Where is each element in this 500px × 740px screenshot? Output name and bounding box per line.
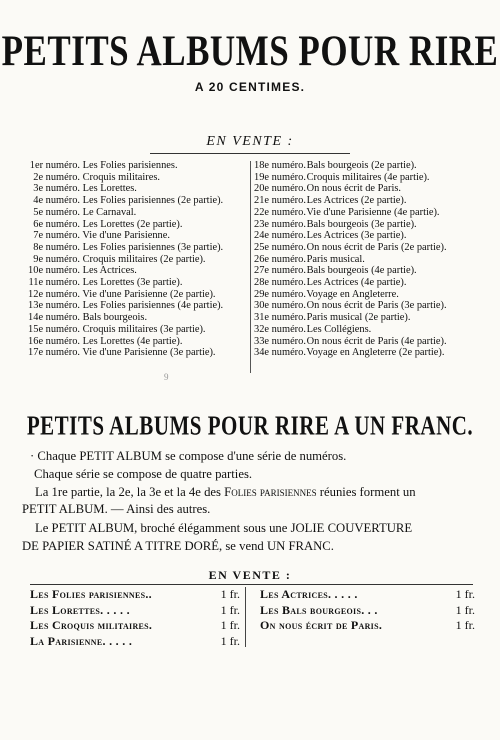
paragraph-price: Le PETIT ALBUM, broché élégamment sous une JOLIE COUVERTURE bbox=[35, 521, 413, 535]
list-item bbox=[22, 312, 250, 324]
list-item bbox=[254, 347, 484, 359]
issue-number: 9e numéro. bbox=[33, 253, 80, 265]
list-item bbox=[254, 183, 484, 195]
price-row bbox=[30, 587, 240, 603]
heading-rule bbox=[150, 153, 350, 154]
issue-number: 1er numéro. bbox=[29, 160, 80, 171]
album-title: La Parisienne. . . . . bbox=[30, 633, 133, 648]
issue-number: 5e numéro. bbox=[33, 206, 80, 218]
issue-number: 31e numéro. bbox=[254, 312, 306, 324]
list-item bbox=[254, 242, 484, 254]
issue-title: Bals bourgeois (3e partie). bbox=[306, 218, 417, 230]
issue-title: Paris musical. bbox=[306, 253, 365, 265]
issue-title: Voyage en Angleterre. bbox=[306, 288, 399, 300]
issue-number: 20e numéro. bbox=[254, 183, 306, 195]
issue-number: 22e numéro. bbox=[254, 206, 306, 218]
issue-number: 30e numéro. bbox=[254, 300, 306, 312]
issue-title: Les Folies parisiennes (3e partie). bbox=[82, 241, 224, 253]
issue-number: 24e numéro. bbox=[254, 230, 306, 242]
list-item bbox=[22, 324, 250, 336]
issue-number: 6e numéro. bbox=[33, 218, 80, 230]
album-price: 1 fr. bbox=[220, 633, 240, 648]
issue-number: 12e numéro. bbox=[28, 288, 80, 300]
issue-number: 8e numéro. bbox=[33, 241, 80, 253]
list-item bbox=[22, 300, 250, 312]
issue-title: Vie d'une Parisienne (2e partie). bbox=[82, 288, 216, 300]
list-item bbox=[254, 300, 484, 312]
list-item bbox=[22, 242, 250, 254]
issue-title: Vie d'une Parisienne (4e partie). bbox=[306, 206, 440, 218]
issue-title: Les Actrices (2e partie). bbox=[306, 195, 407, 207]
issue-title: Les Collégiens. bbox=[306, 323, 372, 335]
issue-title: Bals bourgeois (4e partie). bbox=[306, 265, 417, 277]
paragraph-parts: Chaque série se compose de quatre parties. bbox=[34, 467, 253, 481]
issue-number: 32e numéro. bbox=[254, 323, 306, 335]
issue-title: Les Lorettes. bbox=[82, 183, 137, 195]
numbers-list-left bbox=[22, 160, 250, 359]
price-table-right bbox=[260, 587, 475, 634]
list-item bbox=[22, 183, 250, 195]
list-item bbox=[254, 207, 484, 219]
issue-number: 14e numéro. bbox=[28, 312, 80, 324]
issue-title: Les Lorettes (2e partie). bbox=[82, 218, 183, 230]
album-title: Les Lorettes. . . . . bbox=[30, 602, 130, 617]
numbers-list-right bbox=[254, 160, 484, 359]
price-row bbox=[260, 603, 475, 619]
issue-title: Les Actrices (4e partie). bbox=[306, 277, 407, 289]
issue-title: Croquis militaires. bbox=[82, 171, 160, 183]
issue-number: 11e numéro. bbox=[28, 277, 80, 289]
stray-mark: 9 bbox=[164, 372, 169, 382]
list-item bbox=[254, 195, 484, 207]
album-price: 1 fr. bbox=[220, 587, 240, 601]
en-vente-heading: EN VENTE : bbox=[206, 134, 294, 149]
issue-number: 15e numéro. bbox=[28, 323, 80, 335]
list-item bbox=[22, 160, 250, 172]
list-item bbox=[22, 230, 250, 242]
price-row bbox=[30, 634, 240, 650]
list-item bbox=[254, 277, 484, 289]
album-price: 1 fr. bbox=[455, 618, 475, 632]
franc-section-title: PETITS ALBUMS POUR RIRE A UN FRANC. bbox=[26, 410, 474, 442]
folies-small-caps: Folies parisiennes bbox=[224, 485, 317, 499]
issue-title: Croquis militaires (2e partie). bbox=[82, 253, 206, 265]
list-item bbox=[22, 289, 250, 301]
list-item bbox=[254, 219, 484, 231]
price-table-left bbox=[30, 587, 240, 649]
album-title: On nous écrit de Paris. bbox=[260, 618, 383, 632]
issue-number: 13e numéro. bbox=[28, 300, 80, 312]
en-vente-heading-2: EN VENTE : bbox=[208, 568, 292, 582]
issue-number: 21e numéro. bbox=[254, 195, 306, 207]
issue-title: Croquis militaires (4e partie). bbox=[306, 171, 430, 183]
list-item bbox=[22, 207, 250, 219]
page-title: PETITS ALBUMS POUR RIRE bbox=[1, 26, 499, 75]
list-item bbox=[254, 265, 484, 277]
issue-number: 17e numéro. bbox=[28, 347, 80, 359]
issue-title: Les Folies parisiennes. bbox=[82, 160, 178, 171]
issue-title: Paris musical (2e partie). bbox=[306, 312, 411, 324]
price-row bbox=[30, 603, 240, 619]
list-item bbox=[254, 312, 484, 324]
issue-title: Vie d'une Parisienne (3e partie). bbox=[82, 347, 216, 359]
issue-number: 10e numéro. bbox=[28, 265, 80, 277]
album-title: Les Folies parisiennes.. bbox=[30, 587, 152, 601]
list-item bbox=[254, 160, 484, 172]
issue-number: 18e numéro. bbox=[254, 160, 306, 171]
list-item bbox=[254, 336, 484, 348]
issue-title: Les Lorettes (3e partie). bbox=[82, 277, 183, 289]
album-title: Les Croquis militaires. bbox=[30, 618, 153, 632]
issue-number: 3e numéro. bbox=[33, 183, 80, 195]
paragraph-forming bbox=[35, 485, 416, 500]
list-item bbox=[22, 277, 250, 289]
price-table-rule bbox=[30, 584, 473, 585]
price-table-divider bbox=[245, 587, 246, 647]
issue-title: On nous écrit de Paris. bbox=[306, 183, 401, 195]
column-divider bbox=[250, 161, 251, 373]
list-item bbox=[22, 347, 250, 359]
list-item bbox=[22, 336, 250, 348]
list-item bbox=[254, 254, 484, 266]
list-item bbox=[22, 265, 250, 277]
list-item bbox=[22, 195, 250, 207]
issue-title: On nous écrit de Paris (3e partie). bbox=[306, 300, 447, 312]
issue-title: Les Folies parisiennes (4e partie). bbox=[82, 300, 224, 312]
issue-number: 16e numéro. bbox=[28, 335, 80, 347]
issue-number: 7e numéro. bbox=[33, 230, 80, 242]
issue-number: 19e numéro. bbox=[254, 171, 306, 183]
paragraph-forming-b: réunies forment un bbox=[316, 485, 416, 499]
issue-title: Bals bourgeois. bbox=[82, 312, 148, 324]
price-row bbox=[260, 618, 475, 634]
issue-title: Les Actrices. bbox=[82, 265, 137, 277]
issue-title: Bals bourgeois (2e partie). bbox=[306, 160, 417, 171]
price-row bbox=[260, 587, 475, 603]
album-price: 1 fr. bbox=[220, 602, 240, 617]
list-item bbox=[254, 289, 484, 301]
issue-number: 33e numéro. bbox=[254, 335, 306, 347]
list-item bbox=[22, 172, 250, 184]
issue-number: 27e numéro. bbox=[254, 265, 306, 277]
issue-number: 25e numéro. bbox=[254, 241, 306, 253]
price-row bbox=[30, 618, 240, 634]
album-price: 1 fr. bbox=[455, 602, 475, 617]
issue-number: 4e numéro. bbox=[33, 195, 80, 207]
price-subtitle: A 20 CENTIMES. bbox=[194, 80, 306, 94]
paragraph-forming-a: La 1re partie, la 2e, la 3e et la 4e des bbox=[35, 485, 225, 499]
album-price: 1 fr. bbox=[455, 587, 475, 601]
issue-title: Croquis militaires (3e partie). bbox=[82, 323, 206, 335]
issue-title: Les Lorettes (4e partie). bbox=[82, 335, 183, 347]
issue-number: 26e numéro. bbox=[254, 253, 306, 265]
list-item bbox=[22, 254, 250, 266]
album-price: 1 fr. bbox=[220, 618, 240, 632]
album-title: Les Actrices. . . . . bbox=[260, 587, 358, 601]
issue-title: Le Carnaval. bbox=[82, 206, 137, 218]
issue-title: Les Actrices (3e partie). bbox=[306, 230, 407, 242]
issue-title: Vie d'une Parisienne. bbox=[82, 230, 170, 242]
issue-number: 23e numéro. bbox=[254, 218, 306, 230]
issue-number: 34e numéro. bbox=[254, 347, 306, 359]
issue-number: 29e numéro. bbox=[254, 288, 306, 300]
paragraph-series: · Chaque PETIT ALBUM se compose d'une série de numéros. bbox=[30, 449, 347, 463]
paragraph-price-line2: DE PAPIER SATINÉ A TITRE DORÉ, se vend UN FRANC. bbox=[22, 539, 334, 553]
list-item bbox=[254, 172, 484, 184]
issue-title: On nous écrit de Paris (2e partie). bbox=[306, 241, 447, 253]
list-item bbox=[254, 324, 484, 336]
issue-title: Voyage en Angleterre (2e partie). bbox=[306, 347, 445, 359]
issue-title: Les Folies parisiennes (2e partie). bbox=[82, 195, 224, 207]
issue-number: 28e numéro. bbox=[254, 277, 306, 289]
album-title: Les Bals bourgeois. . . bbox=[260, 602, 378, 617]
list-item bbox=[254, 230, 484, 242]
list-item bbox=[22, 219, 250, 231]
issue-title: On nous écrit de Paris (4e partie). bbox=[306, 335, 447, 347]
issue-number: 2e numéro. bbox=[33, 171, 80, 183]
paragraph-forming-line2: PETIT ALBUM. — Ainsi des autres. bbox=[22, 502, 211, 516]
